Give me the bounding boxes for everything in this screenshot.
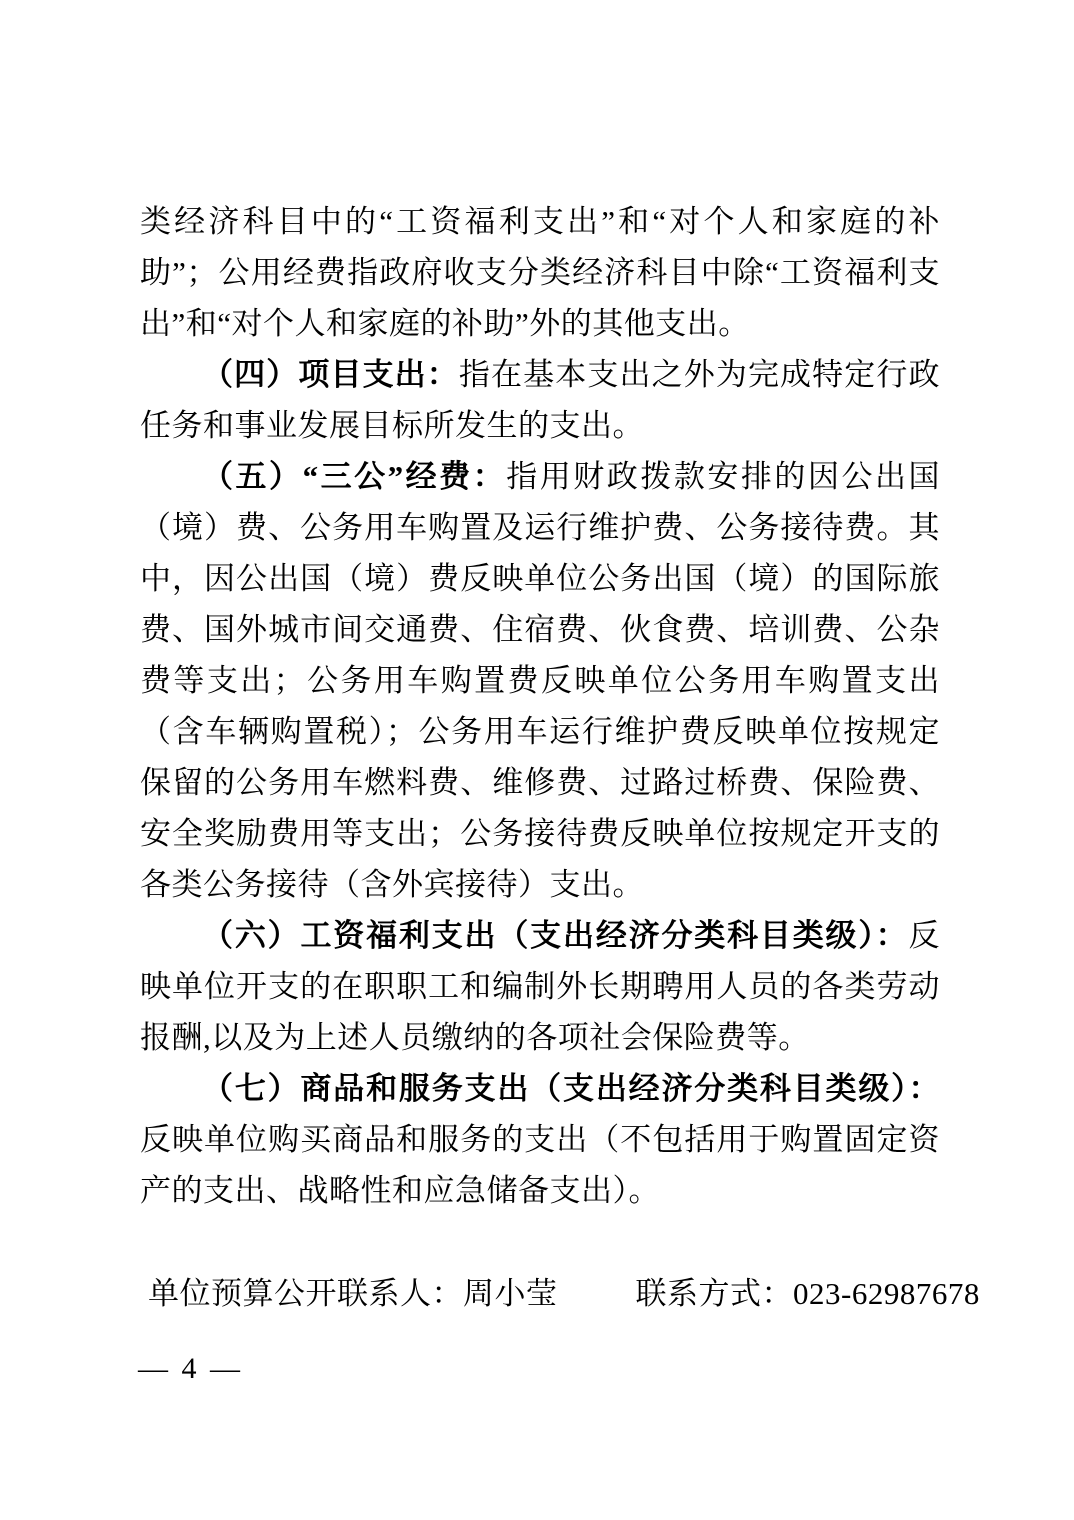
contact-person-label: 单位预算公开联系人： — [148, 1276, 463, 1311]
contact-line — [140, 1268, 980, 1319]
contact-person — [148, 1268, 558, 1319]
contact-phone-label: 联系方式： — [635, 1276, 793, 1311]
contact-phone-number: 023-62987678 — [793, 1276, 980, 1311]
paragraph-lead: （四）项目支出： — [202, 357, 459, 392]
paragraph — [140, 349, 940, 451]
paragraph-text: 类经济科目中的“工资福利支出”和“对个人和家庭的补助”；公用经费指政府收支分类经济科目中除“工资福利支出”和“对个人和家庭的补助”外的其他支出。 — [140, 204, 940, 341]
contact-person-name: 周小莹 — [463, 1276, 558, 1311]
paragraph-lead: （五）“三公”经费： — [202, 459, 507, 494]
paragraph — [140, 910, 940, 1063]
paragraph-text: 指在基本支出之外为完成特定行政任务和事业发展目标所发生的支出。 — [140, 357, 941, 443]
paragraph-lead: （六）工资福利支出（支出经济分类科目类级）： — [202, 918, 909, 953]
paragraph-lead: （七）商品和服务支出（支出经济分类科目类级）： — [202, 1071, 940, 1106]
paragraph — [140, 1063, 940, 1216]
contact-phone — [636, 1268, 980, 1319]
paragraph-text: 指用财政拨款安排的因公出国（境）费、公务用车购置及运行维护费、公务接待费。其中，因公出国（境）费反映单位公务出国（境）的国际旅费、国外城市间交通费、住宿费、伙食费、培训费、公杂费等支出；公务用车购置费反映单位公务用车购置支出（含车辆购置税）；公务用车运行维护费反映单位按规定保留的公务用车燃料费、维修费、过路过桥费、保险费、安全奖励费用等支出；公务接待费反映单位按规定开支的各类公务接待（含外宾接待）支出。 — [140, 459, 941, 902]
page-number: — 4 — — [138, 1352, 243, 1385]
paragraph — [140, 196, 940, 349]
paragraph-text: 反映单位购买商品和服务的支出（不包括用于购置固定资产的支出、战略性和应急储备支出）。 — [140, 1122, 940, 1208]
document-body — [140, 196, 980, 1319]
paragraph-text: 反映单位开支的在职职工和编制外长期聘用人员的各类劳动报酬,以及为上述人员缴纳的各项社会保险费等。 — [140, 918, 940, 1055]
paragraph — [140, 451, 940, 910]
